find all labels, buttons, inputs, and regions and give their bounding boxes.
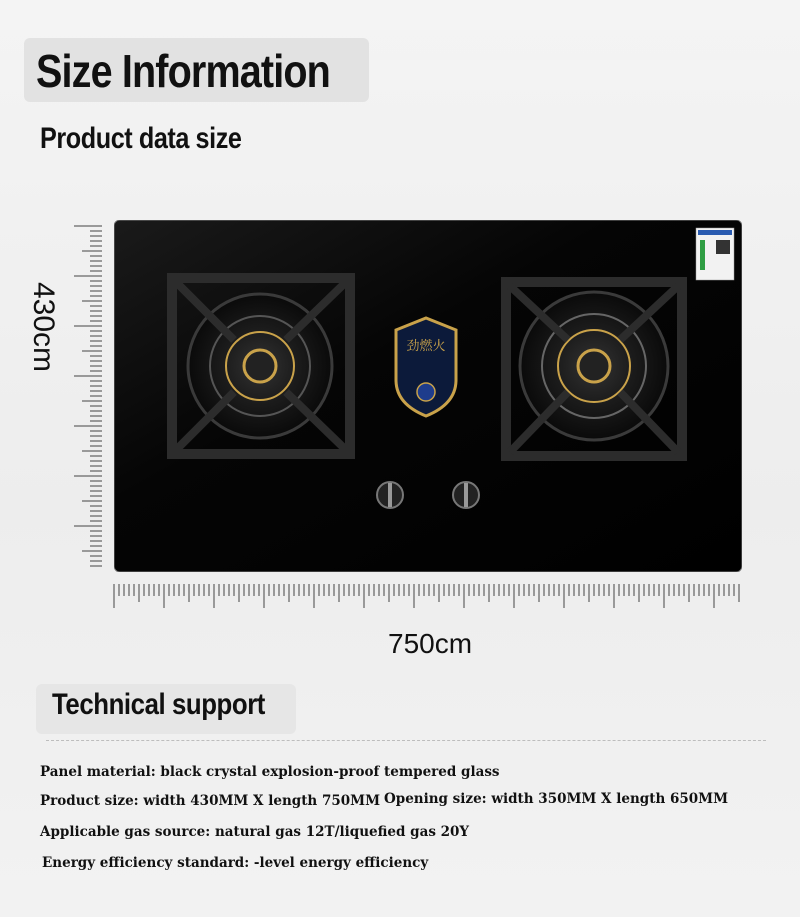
horizontal-ruler xyxy=(112,584,742,610)
divider xyxy=(46,740,766,741)
brand-shield-logo xyxy=(396,318,456,416)
section-subtitle: Product data size xyxy=(40,122,242,155)
technical-heading: Technical support xyxy=(52,688,265,721)
burner-left xyxy=(172,278,350,454)
vertical-ruler xyxy=(72,224,102,570)
width-dimension-label: 750cm xyxy=(388,628,473,659)
spec-product-size: Product size: width 430MM X length 750MM xyxy=(40,793,381,809)
burner-right xyxy=(506,282,682,456)
spec-opening-size: Opening size: width 350MM X length 650MM xyxy=(384,791,729,807)
spec-energy-efficiency: Energy efficiency standard: -level energy efficiency xyxy=(42,855,429,871)
energy-label xyxy=(696,228,734,280)
spec-gas-source: Applicable gas source: natural gas 12T/liquefied gas 20Y xyxy=(40,824,470,840)
height-dimension-label: 430cm xyxy=(27,282,60,373)
spec-panel-material: Panel material: black crystal explosion-proof tempered glass xyxy=(40,764,500,780)
page-title: Size Information xyxy=(36,45,330,97)
gas-stove-image xyxy=(114,220,742,572)
shield-text: 劲燃火 xyxy=(406,339,446,354)
